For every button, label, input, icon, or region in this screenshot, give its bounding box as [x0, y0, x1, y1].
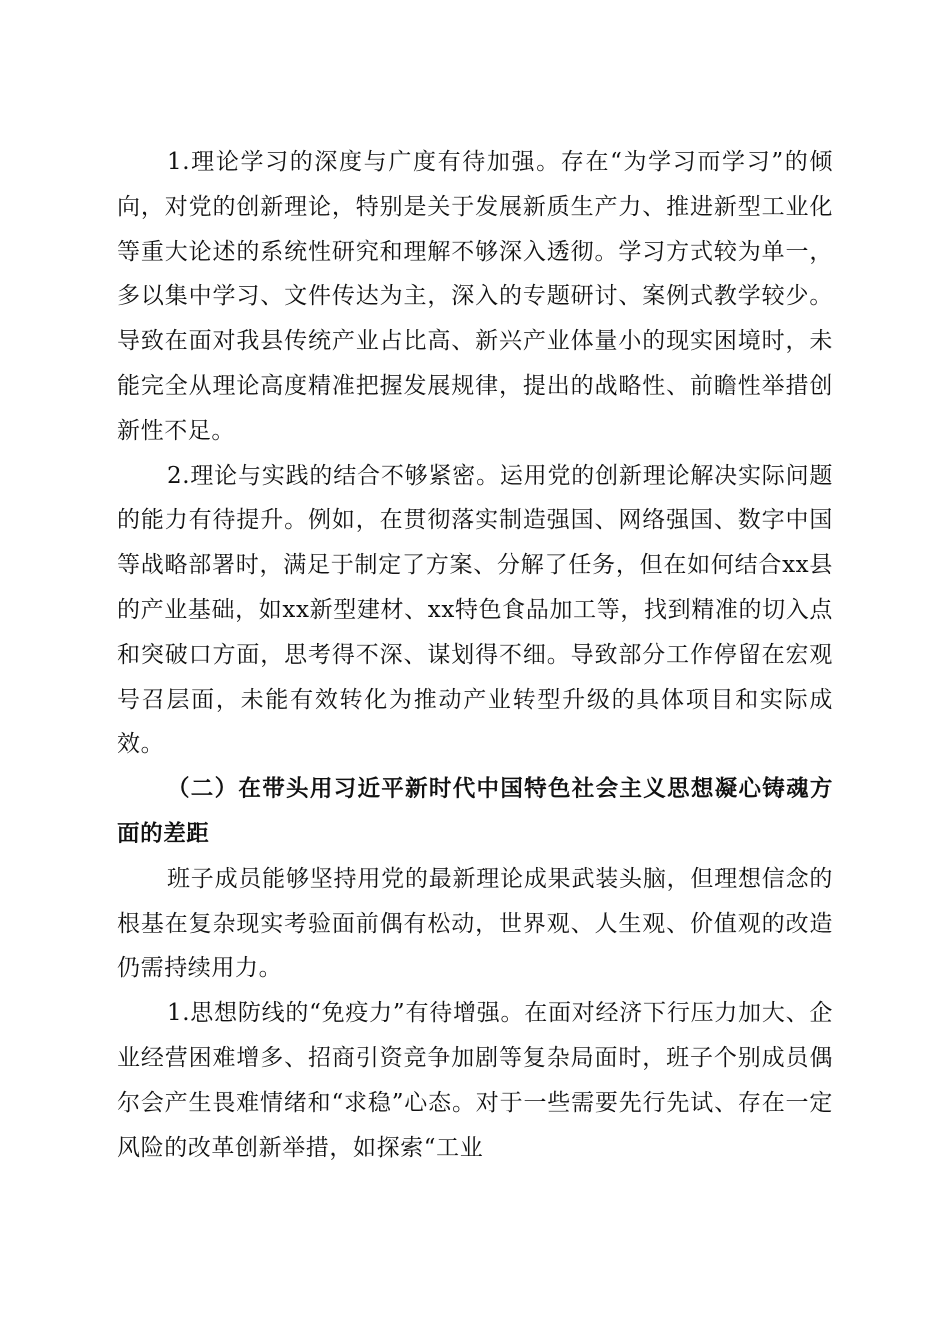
- paragraph-ideological-defense: 1.思想防线的“免疫力”有待增强。在面对经济下行压力加大、企业经营困难增多、招商引资竞争加剧等复杂局面时，班子个别成员偶尔会产生畏难情绪和“求稳”心态。对于一些需要先行先试、存在一定风险的改革创新举措，如探索“工业: [117, 1000, 833, 1161]
- section-heading-two: （二）在带头用习近平新时代中国特色社会主义思想凝心铸魂方面的差距: [117, 776, 833, 847]
- paragraph-theory-study-depth: 1.理论学习的深度与广度有待加强。存在“为学习而学习”的倾向，对党的创新理论，特别是关于发展新质生产力、推进新型工业化等重大论述的系统性研究和理解不够深入透彻。学习方式较为单一，多以集中学习、文件传达为主，深入的专题研讨、案例式教学较少。导致在面对我县传统产业占比高、新兴产业体量小的现实困境时，未能完全从理论高度精准把握发展规律，提出的战略性、前瞻性举措创新性不足。: [117, 149, 833, 444]
- paragraph-theory-practice-integration: 2.理论与实践的结合不够紧密。运用党的创新理论解决实际问题的能力有待提升。例如，在贯彻落实制造强国、网络强国、数字中国等战略部署时，满足于制定了方案、分解了任务，但在如何结合xx县的产业基础，如xx新型建材、xx特色食品加工等，找到精准的切入点和突破口方面，思考得不深、谋划得不细。导致部分工作停留在宏观号召层面，未能有效转化为推动产业转型升级的具体项目和实际成效。: [117, 462, 833, 758]
- document-body: [117, 140, 833, 1170]
- paragraph-section-intro: 班子成员能够坚持用党的最新理论成果武装头脑，但理想信念的根基在复杂现实考验面前偶有松动，世界观、人生观、价值观的改造仍需持续用力。: [117, 865, 833, 982]
